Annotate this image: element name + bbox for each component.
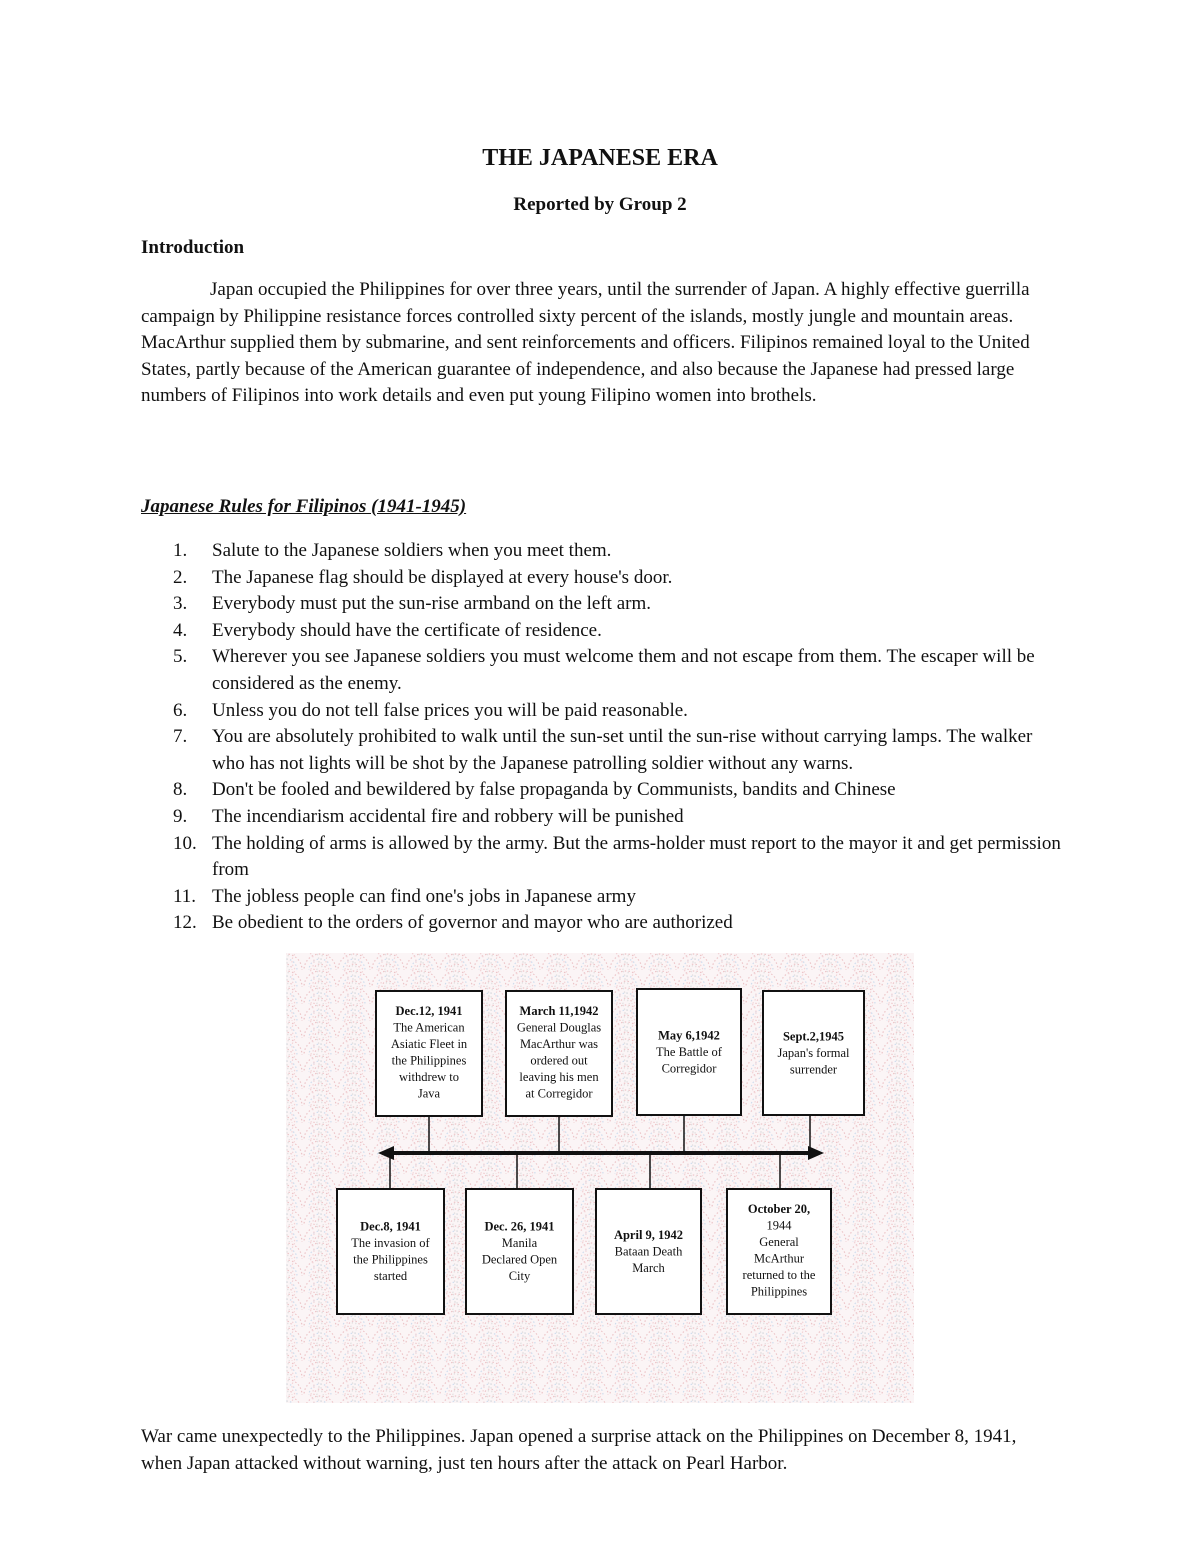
rule-item <box>141 538 1061 565</box>
event-description-line: The American <box>393 1020 465 1035</box>
event-description-line: withdrew to <box>398 1070 460 1084</box>
rule-text: The incendiarism accidental fire and robbery will be punished <box>212 805 684 827</box>
rule-text: The Japanese flag should be displayed at every house's door. <box>212 566 673 588</box>
rules-heading: Japanese Rules for Filipinos (1941-1945) <box>141 496 467 517</box>
event-date: Dec. 26, 1941 <box>484 1219 555 1234</box>
event-description-line: Bataan Death <box>614 1244 683 1259</box>
event-description-line: Asiatic Fleet in <box>390 1037 468 1051</box>
rule-number: 1. <box>173 540 188 561</box>
rule-number: 8. <box>173 779 188 801</box>
rule-number: 4. <box>173 619 188 641</box>
event-description-line: General Douglas <box>516 1020 602 1035</box>
bottom-event-box <box>337 1189 444 1314</box>
event-date: April 9, 1942 <box>613 1227 684 1242</box>
rule-item <box>141 618 1061 645</box>
rule-item <box>141 884 1061 911</box>
rule-text: You are absolutely prohibited to walk until the sun-set until the sun-rise without carrying lamps. The walker who has not lights will be shot by the Japanese patrolling soldier without any warns. <box>212 726 1033 774</box>
rule-item <box>141 698 1061 725</box>
document-subtitle: Reported by Group 2 <box>513 194 687 215</box>
event-description-line: City <box>508 1269 531 1283</box>
event-description-line: the Philippines <box>391 1053 467 1068</box>
rule-item <box>141 591 1061 618</box>
event-description-line: Corregidor <box>661 1061 717 1076</box>
event-description-line: the Philippines <box>353 1252 428 1267</box>
rule-text: Everybody must put the sun-rise armband on the left arm. <box>212 593 652 615</box>
rule-item <box>141 777 1061 804</box>
rule-item <box>141 644 1061 697</box>
rule-number: 10. <box>173 832 197 854</box>
conclusion-paragraph: War came unexpectedly to the Philippines. Japan opened a surprise attack on the Philippines on December 8, 1941, when Japan attacked without warning, just ten hours after the attack on Pearl Harbor. <box>141 1426 1017 1474</box>
event-date: May 6,1942 <box>658 1028 720 1043</box>
timeline-diagram <box>286 953 914 1403</box>
event-description-line: 1944 <box>766 1218 792 1233</box>
rule-number: 3. <box>173 593 188 615</box>
event-description-line: March <box>632 1260 665 1275</box>
rule-item <box>141 831 1061 884</box>
event-description-line: Manila <box>501 1236 538 1250</box>
event-description-line: General <box>759 1235 799 1249</box>
event-description-line: surrender <box>789 1062 838 1077</box>
intro-heading: Introduction <box>141 237 245 258</box>
event-description-line: Java <box>417 1086 441 1101</box>
rule-text: Unless you do not tell false prices you will be paid reasonable. <box>212 699 688 721</box>
rule-number: 2. <box>173 566 188 588</box>
event-description-line: MacArthur was <box>519 1037 599 1051</box>
event-description-line: The Battle of <box>656 1044 722 1059</box>
event-date: October 20, <box>747 1202 811 1216</box>
event-date: Sept.2,1945 <box>782 1029 845 1044</box>
event-date: Dec.8, 1941 <box>360 1219 421 1234</box>
rule-number: 12. <box>173 912 197 934</box>
rule-text: The holding of arms is allowed by the army. But the arms-holder must report to the mayor it and get permission from <box>212 832 1061 881</box>
rule-text: Wherever you see Japanese soldiers you must welcome them and not escape from them. The escaper will be considered as the enemy. <box>212 646 1035 694</box>
event-description-line: Philippines <box>750 1284 808 1299</box>
event-description-line: ordered out <box>530 1053 588 1068</box>
intro-paragraph: Japan occupied the Philippines for over three years, until the surrender of Japan. A highly effective guerrilla campaign by Philippine resistance forces controlled sixty percent of the islands, mostly jungle and mountain areas. MacArthur supplied them by submarine, and sent reinforcements and officers. Filipinos remained loyal to the United States, partly because of the American guarantee of independence, and also because the Japanese had pressed large numbers of Filipinos into work details and even put young Filipino women into brothels. <box>141 279 1030 407</box>
rule-item <box>141 910 1061 937</box>
rule-text: Be obedient to the orders of governor and mayor who are authorized <box>212 912 733 934</box>
rules-list <box>141 538 1061 937</box>
event-description-line: leaving his men <box>519 1070 599 1084</box>
event-description-line: returned to the <box>742 1268 816 1282</box>
event-description-line: The invasion of <box>351 1236 430 1250</box>
timeline-figure <box>286 953 914 1403</box>
document-title: THE JAPANESE ERA <box>482 145 718 171</box>
event-date: Dec.12, 1941 <box>395 1004 463 1018</box>
event-description-line: Japan's formal <box>777 1045 850 1060</box>
bottom-event-box <box>466 1189 573 1314</box>
rule-item <box>141 804 1061 831</box>
event-description-line: McArthur <box>754 1251 804 1266</box>
rule-number: 5. <box>173 646 188 668</box>
rule-text: The jobless people can find one's jobs in Japanese army <box>212 885 636 907</box>
rule-number: 9. <box>173 805 188 827</box>
event-description-line: started <box>373 1269 408 1283</box>
rule-item <box>141 565 1061 592</box>
rule-text: Don't be fooled and bewildered by false propaganda by Communists, bandits and Chinese <box>212 779 896 801</box>
event-description-line: Declared Open <box>481 1252 558 1267</box>
rule-number: 7. <box>173 726 188 748</box>
rule-number: 6. <box>173 699 188 721</box>
rule-text: Everybody should have the certificate of residence. <box>212 619 602 641</box>
event-date: March 11,1942 <box>519 1004 599 1018</box>
rule-item <box>141 724 1061 777</box>
event-description-line: at Corregidor <box>525 1086 593 1101</box>
rule-number: 11. <box>173 885 197 907</box>
rule-text: Salute to the Japanese soldiers when you meet them. <box>212 540 612 561</box>
